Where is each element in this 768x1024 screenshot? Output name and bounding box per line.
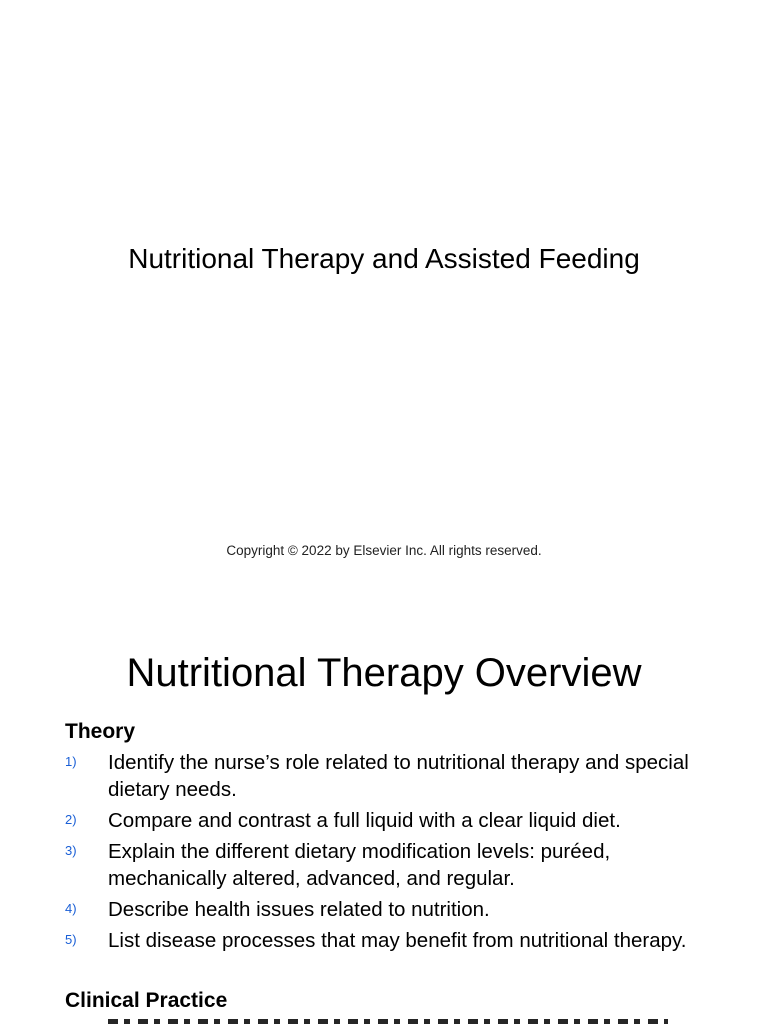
overview-title: Nutritional Therapy Overview <box>126 651 642 695</box>
objective-item <box>65 749 705 803</box>
cut-off-text-line <box>108 1018 668 1024</box>
objective-number: 4) <box>65 901 77 916</box>
copyright-notice: Copyright © 2022 by Elsevier Inc. All rights reserved. <box>226 543 542 558</box>
objective-item <box>65 838 705 892</box>
objective-text: Identify the nurse’s role related to nutritional therapy and special dietary needs. <box>108 751 689 801</box>
objective-number: 5) <box>65 932 77 947</box>
objective-number: 2) <box>65 812 77 827</box>
theory-objectives-list <box>65 749 705 958</box>
overview-slide <box>0 590 768 1024</box>
objective-text: Explain the different dietary modification levels: puréed, mechanically altered, advanced, and regular. <box>108 840 611 890</box>
clinical-practice-heading: Clinical Practice <box>65 989 228 1012</box>
objective-number: 1) <box>65 754 77 769</box>
objective-number: 3) <box>65 843 77 858</box>
objective-text: Compare and contrast a full liquid with a clear liquid diet. <box>108 809 621 832</box>
objective-text: List disease processes that may benefit from nutritional therapy. <box>108 929 687 952</box>
theory-heading: Theory <box>65 720 136 743</box>
objective-text: Describe health issues related to nutrition. <box>108 898 490 921</box>
slide-title: Nutritional Therapy and Assisted Feeding <box>128 243 640 274</box>
objective-item <box>65 807 705 834</box>
objective-item <box>65 896 705 923</box>
objective-item <box>65 927 705 954</box>
